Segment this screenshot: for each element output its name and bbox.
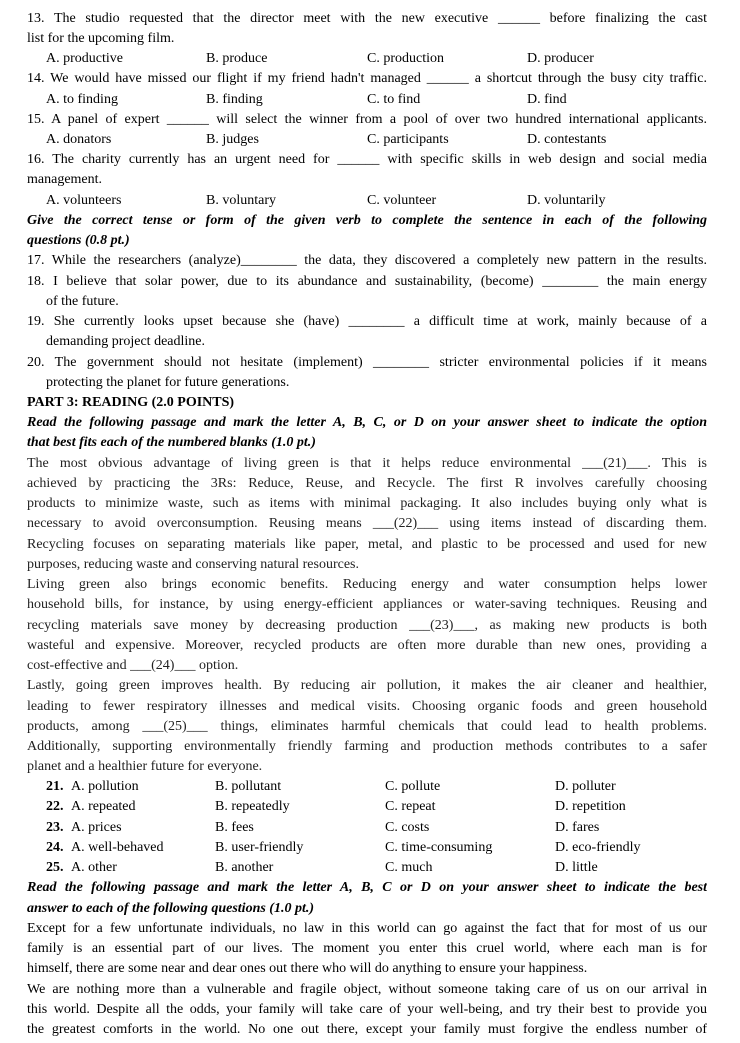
question-16-line-1: 16. The charity currently has an urgent need for ______ with specific skills in web design and social media: [27, 152, 707, 167]
option-c[interactable]: C. costs: [385, 820, 430, 835]
option-d[interactable]: D. polluter: [555, 779, 616, 794]
option-a[interactable]: A. other: [71, 860, 117, 875]
option-c[interactable]: C. production: [367, 51, 444, 66]
passage-1-line: purposes, reducing waste and conserving natural resources.: [27, 557, 360, 572]
part-3-heading: PART 3: READING (2.0 POINTS): [27, 395, 235, 410]
option-c[interactable]: C. to find: [367, 92, 421, 107]
option-d[interactable]: D. contestants: [527, 132, 607, 147]
option-d[interactable]: D. repetition: [555, 799, 626, 814]
option-a[interactable]: A. pollution: [71, 779, 139, 794]
passage-1-line: achieved by practicing the 3Rs: Reduce, Reuse, and Recycle. The first R involves carefully choosing: [27, 476, 707, 491]
question-14-options: [27, 90, 707, 110]
option-a[interactable]: A. productive: [46, 51, 123, 66]
question-19-line-1: 19. She currently looks upset because she (have) ________ a difficult time at work, mainly because of a: [27, 314, 707, 329]
reading-1-instruction-line-2: that best fits each of the numbered blanks (1.0 pt.): [27, 435, 316, 450]
option-a[interactable]: A. to finding: [46, 92, 118, 107]
option-b[interactable]: B. finding: [206, 92, 263, 107]
question-20-line-2: protecting the planet for future generations.: [46, 375, 290, 390]
reading-1-instruction-line-1: Read the following passage and mark the letter A, B, C, or D on your answer sheet to indicate the option: [27, 415, 707, 430]
question-17-line-1: 17. While the researchers (analyze)________ the data, they discovered a completely new pattern in the results.: [27, 253, 707, 268]
passage-1-line: products to minimize waste, such as items with minimal packaging. It also includes buying only what is: [27, 496, 707, 511]
question-18-line-2: of the future.: [46, 294, 119, 309]
option-b[interactable]: B. judges: [206, 132, 259, 147]
reading-2-instruction-line-2: answer to each of the following questions (1.0 pt.): [27, 901, 315, 916]
verb-instruction-line-1: Give the correct tense or form of the given verb to complete the sentence in each of the following: [27, 213, 707, 228]
passage-2-line: family is an essential part of our lives. The moment you enter this cruel world, where each man is for: [27, 941, 707, 956]
passage-1-line: Lastly, going green improves health. By reducing air pollution, it makes the air cleaner and healthier,: [27, 678, 707, 693]
option-a[interactable]: A. prices: [71, 820, 122, 835]
option-d[interactable]: D. voluntarily: [527, 193, 606, 208]
option-b[interactable]: B. voluntary: [206, 193, 276, 208]
passage-1-line: cost-effective and ___(24)___ option.: [27, 658, 239, 673]
passage-1-line: recycling materials save money by decreasing production ___(23)___, as making new products is both: [27, 618, 707, 633]
option-c[interactable]: C. time-consuming: [385, 840, 493, 855]
passage-1-line: Additionally, supporting environmentally friendly farming and production methods contributes to a safer: [27, 739, 707, 754]
question-number: 23.: [46, 820, 64, 835]
passage-2-line: We are nothing more than a vulnerable and fragile object, without someone taking care of us on our arrival in: [27, 982, 707, 997]
passage-1-line: planet and a healthier future for everyone.: [27, 759, 263, 774]
option-d[interactable]: D. find: [527, 92, 567, 107]
question-number: 21.: [46, 779, 64, 794]
option-a[interactable]: A. donators: [46, 132, 112, 147]
option-a[interactable]: A. repeated: [71, 799, 136, 814]
question-number: 25.: [46, 860, 64, 875]
passage-1-line: leading to fewer respiratory illnesses and medical visits. Choosing organic foods and green household: [27, 699, 707, 714]
passage-2-line: this world. Despite all the odds, your family will take care of your well-being, and try their best to provide you: [27, 1002, 707, 1017]
question-15-options: [27, 130, 707, 150]
question-13-line-2: list for the upcoming film.: [27, 31, 175, 46]
question-20-line-1: 20. The government should not hesitate (implement) ________ stricter environmental policies if it means: [27, 355, 707, 370]
option-a[interactable]: A. volunteers: [46, 193, 122, 208]
passage-1-line: Recycling focuses on separating materials like paper, metal, and plastic to be processed and used for new: [27, 537, 707, 552]
question-15-line-1: 15. A panel of expert ______ will select the winner from a pool of over two hundred international applicants.: [27, 112, 707, 127]
passage-2-line: the greatest comforts in the world. No one out there, except your family must forgive the endless number of: [27, 1022, 707, 1037]
question-13-line-1: 13. The studio requested that the director meet with the new executive ______ before finalizing the cast: [27, 11, 707, 26]
option-b[interactable]: B. fees: [215, 820, 254, 835]
option-c[interactable]: C. repeat: [385, 799, 436, 814]
question-21-options: [27, 777, 707, 797]
option-b[interactable]: B. produce: [206, 51, 268, 66]
option-b[interactable]: B. repeatedly: [215, 799, 290, 814]
question-24-options: [27, 838, 707, 858]
option-c[interactable]: C. pollute: [385, 779, 441, 794]
question-23-options: [27, 818, 707, 838]
passage-2-line: himself, there are some near and dear ones out there who will do anything to ensure your happiness.: [27, 961, 588, 976]
verb-instruction-line-2: questions (0.8 pt.): [27, 233, 130, 248]
passage-1-line: necessary to avoid overconsumption. Reusing means ___(22)___ using items instead of discarding them.: [27, 516, 707, 531]
passage-1-line: Living green also brings economic benefits. Reducing energy and water consumption helps lower: [27, 577, 707, 592]
option-c[interactable]: C. much: [385, 860, 433, 875]
option-a[interactable]: A. well-behaved: [71, 840, 164, 855]
passage-2-line: Except for a few unfortunate individuals, no law in this world can go against the fact that for most of us our: [27, 921, 707, 936]
option-d[interactable]: D. eco-friendly: [555, 840, 641, 855]
question-19-line-2: demanding project deadline.: [46, 334, 205, 349]
option-d[interactable]: D. producer: [527, 51, 594, 66]
passage-1-line: wasteful and expensive. Moreover, recycled products are often more durable than new ones, providing a: [27, 638, 707, 653]
option-b[interactable]: B. pollutant: [215, 779, 282, 794]
option-c[interactable]: C. participants: [367, 132, 449, 147]
passage-1-line: The most obvious advantage of living green is that it helps reduce environmental ___(21)___. This is: [27, 456, 707, 471]
question-16-options: [27, 191, 707, 211]
question-18-line-1: 18. I believe that solar power, due to its abundance and sustainability, (become) ________ the main energy: [27, 274, 707, 289]
question-number: 24.: [46, 840, 64, 855]
question-number: 22.: [46, 799, 64, 814]
question-22-options: [27, 797, 707, 817]
option-b[interactable]: B. another: [215, 860, 274, 875]
option-c[interactable]: C. volunteer: [367, 193, 437, 208]
option-d[interactable]: D. little: [555, 860, 598, 875]
option-b[interactable]: B. user-friendly: [215, 840, 304, 855]
question-14-line-1: 14. We would have missed our flight if my friend hadn't managed ______ a shortcut through the busy city traffic.: [27, 71, 707, 86]
question-16-line-2: management.: [27, 172, 103, 187]
reading-2-instruction-line-1: Read the following passage and mark the letter A, B, C or D on your answer sheet to indicate the best: [27, 880, 707, 895]
passage-1-line: household bills, for instance, by using energy-efficient appliances or water-saving techniques. Reusing and: [27, 597, 707, 612]
passage-1-line: products, among ___(25)___ things, eliminates harmful chemicals that could lead to health problems.: [27, 719, 707, 734]
option-d[interactable]: D. fares: [555, 820, 600, 835]
question-25-options: [27, 858, 707, 878]
question-13-options: [27, 49, 707, 69]
